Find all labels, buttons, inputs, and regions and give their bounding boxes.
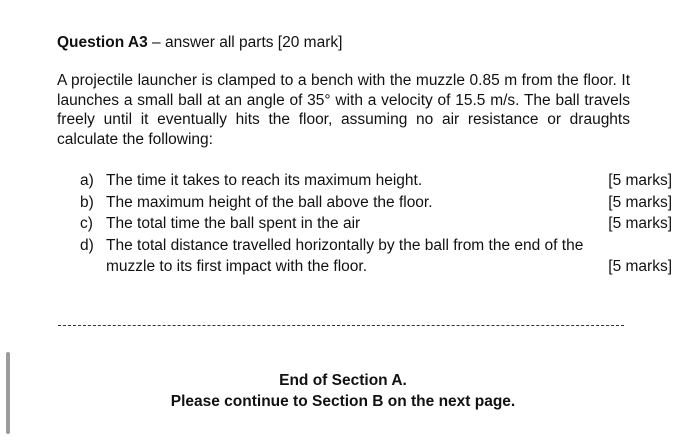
part-letter: d) — [80, 236, 94, 254]
part-text-line1: The total distance travelled horizontally by the ball from the end of the — [106, 236, 584, 254]
part-marks: [5 marks] — [608, 258, 672, 275]
dashed-divider — [58, 325, 624, 326]
part-marks: [5 marks] — [608, 193, 672, 211]
question-intro: A projectile launcher is clamped to a bench with the muzzle 0.85 m from the floor. It launches a small ball at an angle of 35° with a velocity of 15.5 m/s. The ball travels freely until it eventually hits the floor, assuming no air resistance or draughts calculate the following: — [57, 72, 630, 148]
part-letter: b) — [80, 193, 94, 211]
continue-text: Please continue to Section B on the next page. — [170, 393, 516, 410]
part-marks: [5 marks] — [608, 215, 672, 232]
question-parts-list — [80, 170, 672, 278]
question-heading — [57, 34, 342, 52]
part-letter: a) — [80, 172, 94, 189]
part-text-line2: muzzle to its first impact with the floor. — [106, 258, 368, 275]
part-marks: [5 marks] — [608, 172, 672, 189]
question-part-d — [80, 235, 672, 278]
part-text: The time it takes to reach its maximum height. — [106, 172, 423, 189]
question-title: Question A3 — [57, 34, 148, 51]
end-of-section-text: End of Section A. — [279, 372, 407, 389]
question-part-a — [80, 170, 672, 192]
part-text: The maximum height of the ball above the floor. — [106, 193, 433, 211]
question-part-b — [80, 192, 672, 214]
question-subtitle: – answer all parts [20 mark] — [147, 34, 343, 51]
continue-note — [0, 393, 700, 411]
question-part-c — [80, 213, 672, 235]
section-end-note — [0, 372, 700, 390]
part-letter: c) — [80, 215, 93, 232]
part-text: The total time the ball spent in the air — [106, 215, 361, 232]
